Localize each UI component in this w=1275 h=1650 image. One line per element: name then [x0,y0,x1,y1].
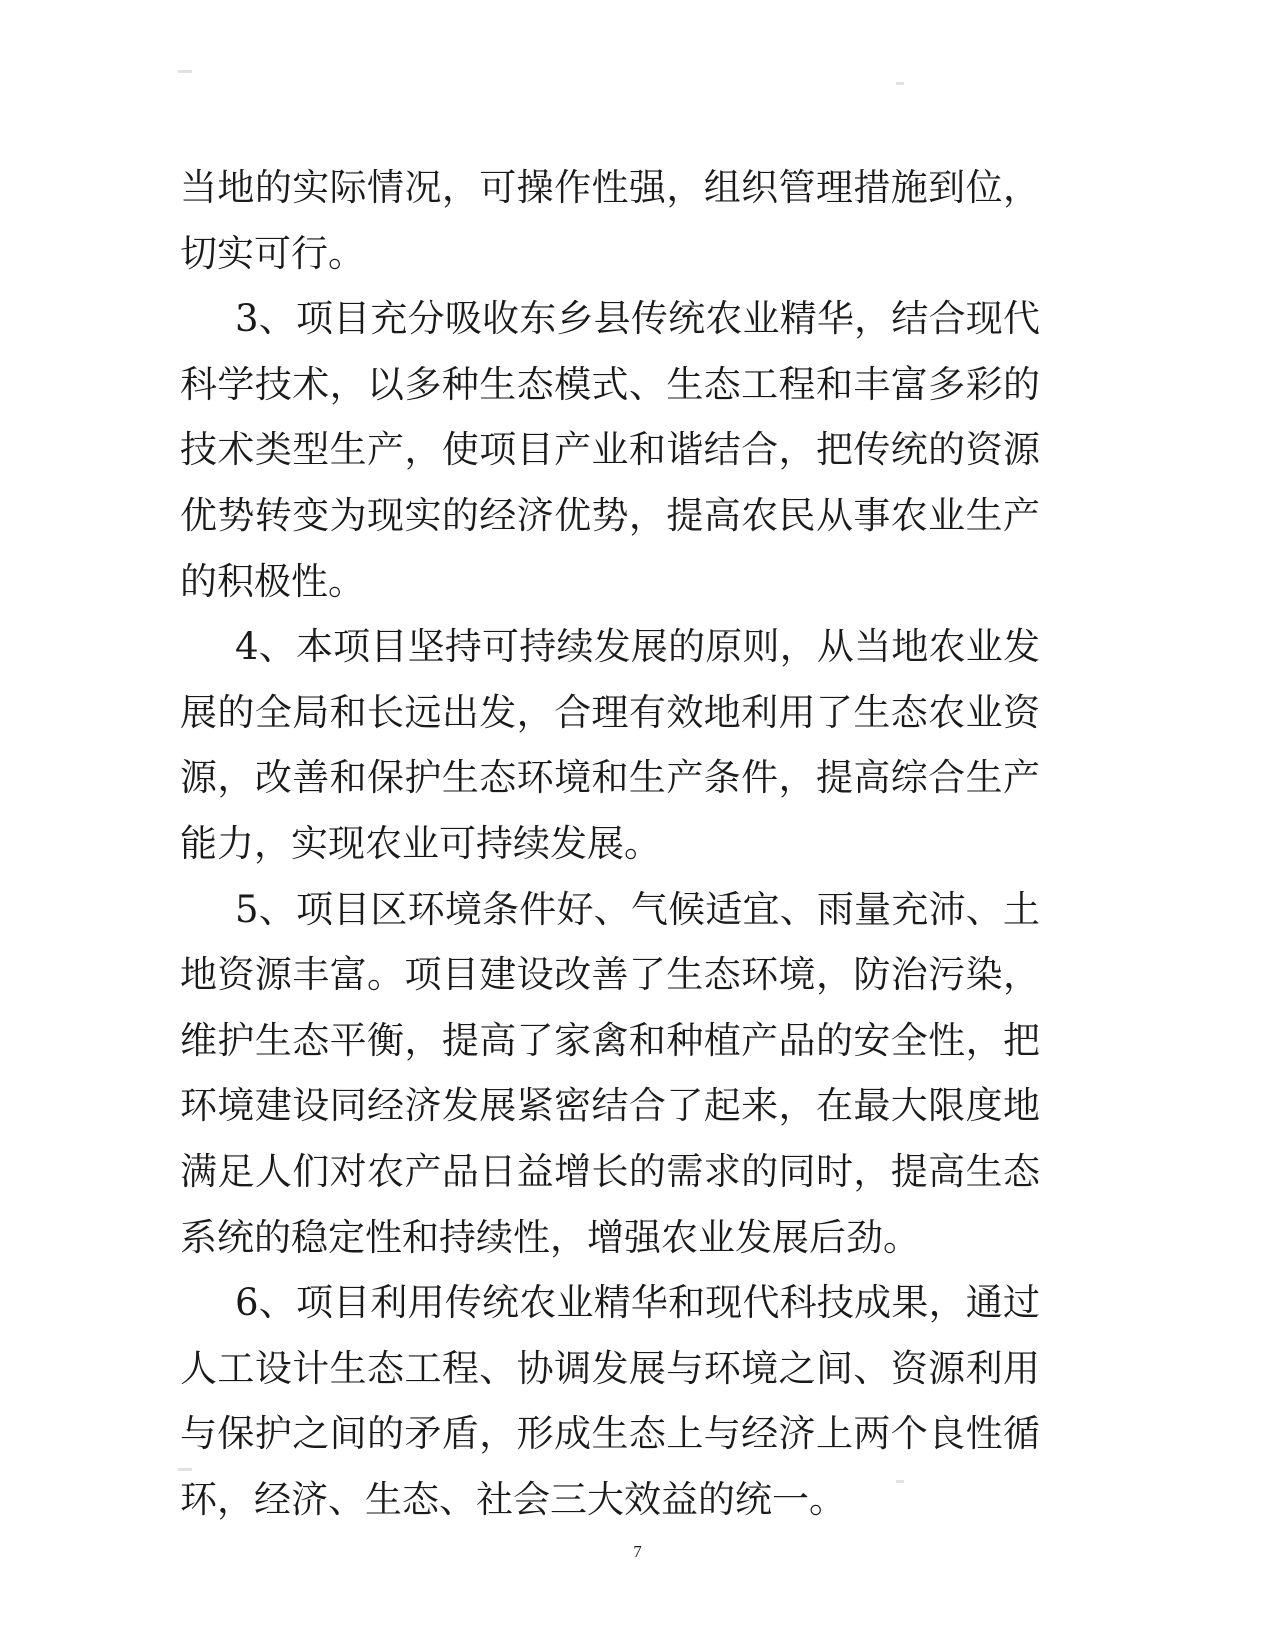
paragraph-item-5: 5、项目区环境条件好、气候适宜、雨量充沛、土地资源丰富。项目建设改善了生态环境，防治污染，维护生态平衡，提高了家禽和种植产品的安全性，把环境建设同经济发展紧密结合了起来，在最大限度地满足人们对农产品日益增长的需求的同时，提高生态系统的稳定性和持续性，增强农业发展后劲。 [180,887,1040,1259]
header-mark-right [896,82,904,85]
footer-mark-left [178,1468,192,1471]
page-number: 7 [633,1542,642,1561]
header-mark-left [178,70,192,73]
paragraph-item-6: 6、项目利用传统农业精华和现代科技成果，通过人工设计生态工程、协调发展与环境之间、资源利用与保护之间的矛盾，形成生态上与经济上两个良性循环，经济、生态、社会三大效益的统一。 [180,1281,1040,1521]
paragraph-item-4: 4、本项目坚持可持续发展的原则，从当地农业发展的全局和长远出发，合理有效地利用了生态农业资源，改善和保护生态环境和生产条件，提高综合生产能力，实现农业可持续发展。 [180,625,1040,865]
footer-mark-right [896,1480,904,1483]
body-text [180,155,1040,1532]
paragraph-item-3: 3、项目充分吸收东乡县传统农业精华，结合现代科学技术，以多种生态模式、生态工程和丰富多彩的技术类型生产，使项目产业和谐结合，把传统的资源优势转变为现实的经济优势，提高农民从事农业生产的积极性。 [180,297,1040,603]
paragraph-continuation: 当地的实际情况，可操作性强，组织管理措施到位，切实可行。 [180,166,1040,275]
